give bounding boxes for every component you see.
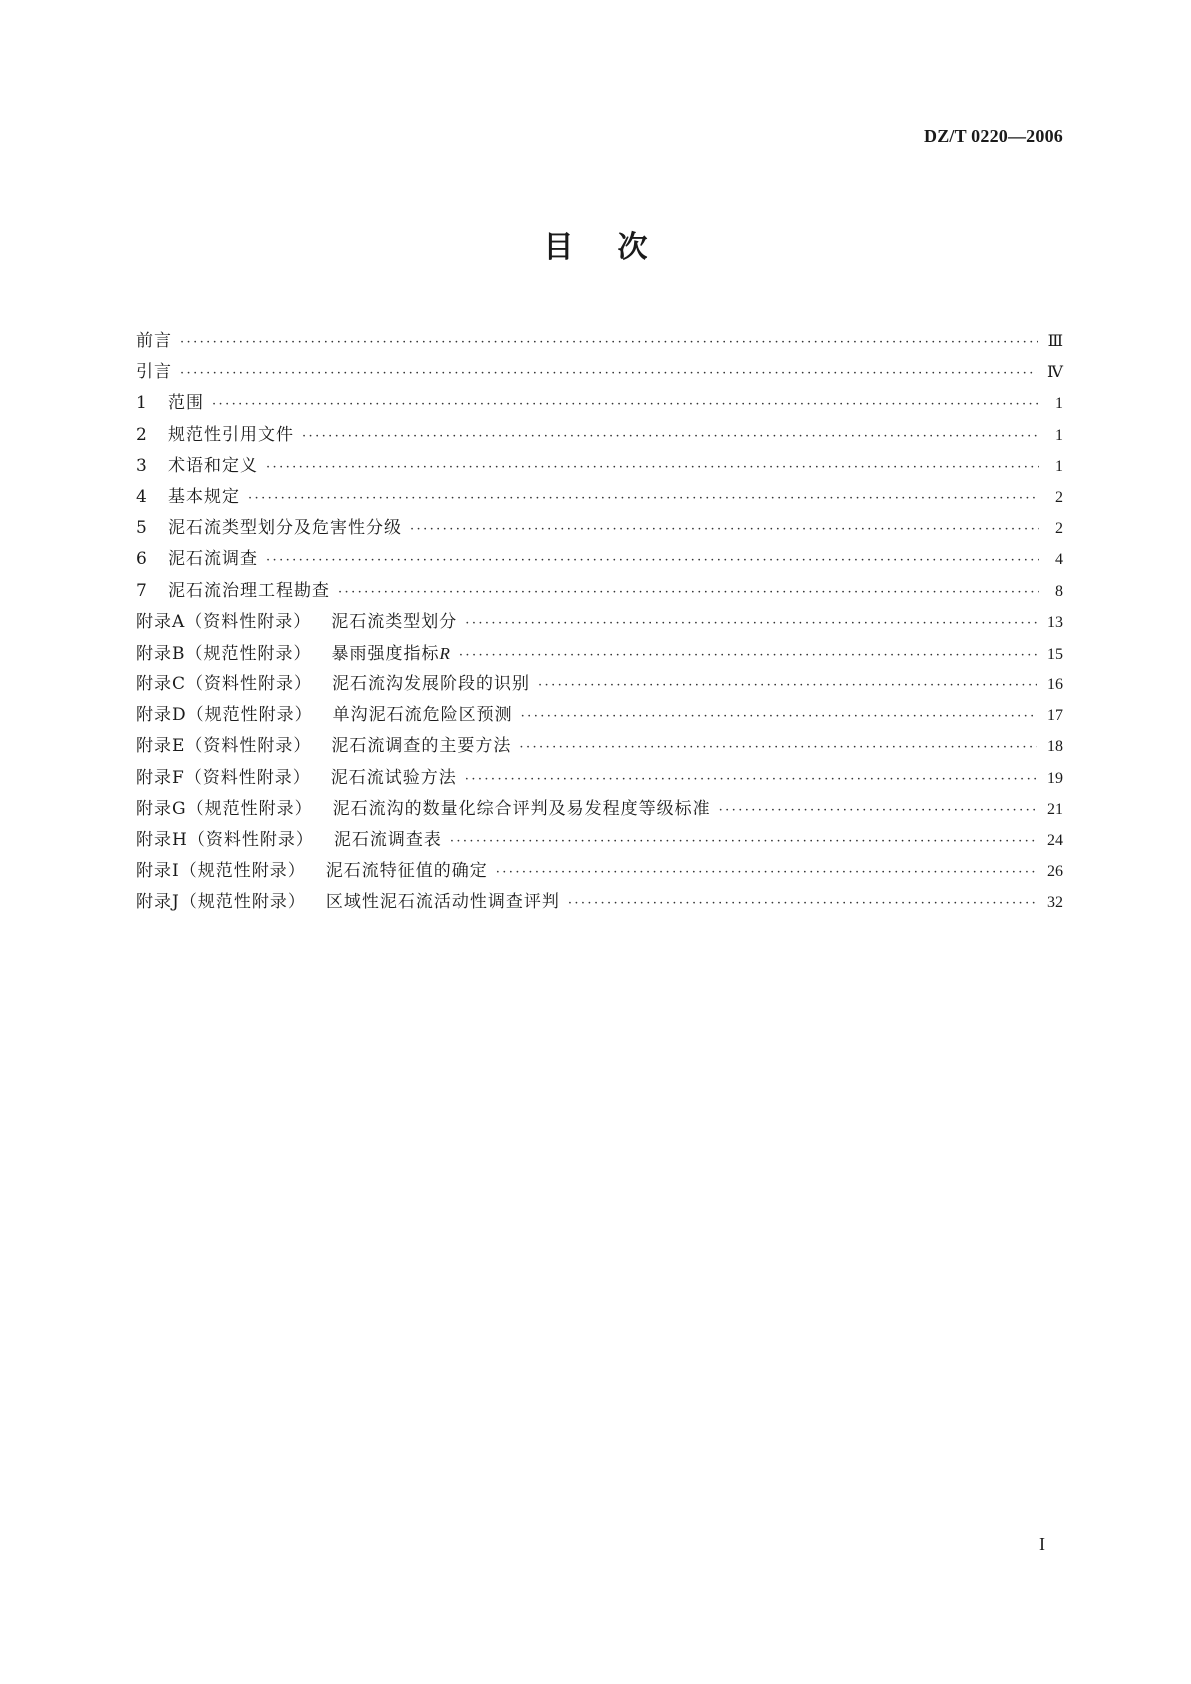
toc-entry-appendix-c[interactable]: [136, 669, 1063, 700]
dot-leader: [212, 389, 1039, 420]
toc-entry-label: 术语和定义: [168, 455, 258, 476]
toc-entry-prefix: 附录C（资料性附录）: [136, 674, 313, 695]
dot-leader: [450, 826, 1037, 857]
toc-page-number: 32: [1047, 894, 1063, 912]
toc-entry-prefix: 附录F（资料性附录）: [136, 767, 311, 788]
toc-entry-label: 区域性泥石流活动性调查评判: [325, 892, 560, 913]
toc-entry-section-2[interactable]: [136, 420, 1063, 451]
toc-entry-section-4[interactable]: [136, 482, 1063, 513]
toc-entry-appendix-d[interactable]: [136, 700, 1063, 731]
toc-page-number: 26: [1047, 863, 1063, 881]
toc-entry-appendix-a[interactable]: [136, 607, 1063, 638]
dot-leader: [521, 701, 1037, 732]
dot-leader: [180, 327, 1038, 358]
toc-entry-number: 1: [136, 393, 147, 414]
toc-entry-label: 暴雨强度指标: [331, 643, 440, 664]
toc-page-number: Ⅳ: [1047, 364, 1063, 382]
toc-entry-number: 2: [136, 424, 147, 445]
toc-entry-section-1[interactable]: [136, 388, 1063, 419]
toc-entry-number: 3: [136, 455, 147, 476]
toc-page-number: 4: [1055, 551, 1063, 569]
toc-entry-section-5[interactable]: [136, 513, 1063, 544]
toc-entry-label: 泥石流特征值的确定: [325, 861, 488, 882]
toc-entry-number: 5: [136, 518, 147, 539]
dot-leader: [459, 640, 1037, 671]
toc-entry-symbol: R: [439, 643, 451, 663]
toc-entry-label: 引言: [136, 362, 172, 383]
toc-entry-label: 泥石流类型划分及危害性分级: [168, 518, 402, 539]
toc-entry-prefix: 附录G（规范性附录）: [136, 798, 313, 819]
toc-entry-label: 单沟泥石流危险区预测: [332, 705, 513, 726]
dot-leader: [465, 764, 1037, 795]
toc-entry-number: 6: [136, 549, 147, 570]
standard-code: DZ/T 0220—2006: [924, 126, 1063, 146]
toc-entry-prefix: 附录A（资料性附录）: [136, 611, 312, 632]
dot-leader: [538, 670, 1037, 701]
toc-entry-prefix: 附录J（规范性附录）: [136, 892, 306, 913]
toc-entry-prefix: 附录I（规范性附录）: [136, 861, 306, 882]
toc-entry-introduction[interactable]: [136, 357, 1063, 388]
dot-leader: [568, 888, 1037, 919]
toc-entry-label: 泥石流试验方法: [330, 767, 457, 788]
toc-entry-number: 4: [136, 486, 147, 507]
dot-leader: [496, 857, 1037, 888]
toc-page-number: 1: [1055, 457, 1063, 475]
toc-entry-section-7[interactable]: [136, 576, 1063, 607]
toc-entry-appendix-f[interactable]: [136, 763, 1063, 794]
toc-entry-label: 泥石流类型划分: [331, 611, 458, 632]
toc-page-number: 16: [1047, 676, 1063, 694]
toc-entry-label: 泥石流调查表: [333, 830, 442, 850]
toc-page-number: 13: [1047, 613, 1063, 631]
page-title-char-1: 目: [543, 230, 574, 265]
toc-entry-section-3[interactable]: [136, 451, 1063, 482]
toc-entry-appendix-g[interactable]: [136, 794, 1063, 825]
toc-page-number: 21: [1047, 800, 1063, 818]
toc-entry-label: 泥石流调查: [168, 549, 258, 570]
toc-page-number: 15: [1047, 645, 1063, 663]
toc-entry-prefix: 附录E（资料性附录）: [136, 736, 312, 757]
toc-entry-label: 规范性引用文件: [168, 424, 294, 445]
page-title: [0, 228, 1191, 268]
toc-entry-prefix: 附录D（规范性附录）: [136, 705, 313, 726]
dot-leader: [180, 358, 1037, 389]
toc-entry-appendix-h[interactable]: [136, 825, 1063, 856]
dot-leader: [302, 421, 1039, 452]
toc-entry-appendix-e[interactable]: [136, 731, 1063, 762]
toc-entry-appendix-j[interactable]: [136, 887, 1063, 918]
page-number: I: [1039, 1534, 1045, 1554]
toc-entry-appendix-i[interactable]: [136, 856, 1063, 887]
toc-entry-label: 范围: [168, 393, 204, 414]
toc-entry-prefix: 附录H（资料性附录）: [136, 830, 314, 850]
toc-entry-foreword[interactable]: [136, 326, 1063, 357]
toc-page-number: 1: [1055, 426, 1063, 444]
dot-leader: [248, 483, 1039, 514]
dot-leader: [266, 452, 1039, 483]
toc-entry-label: 泥石流调查的主要方法: [331, 736, 512, 757]
dot-leader: [410, 514, 1039, 545]
toc-entry-prefix: 附录B（规范性附录）: [136, 643, 312, 664]
toc-page-number: 19: [1047, 769, 1063, 787]
toc-page-number: 2: [1055, 488, 1063, 506]
page-title-char-2: 次: [617, 230, 648, 265]
toc-entry-label: 泥石流治理工程勘查: [168, 580, 330, 601]
toc-entry-number: 7: [136, 580, 147, 601]
toc-page-number: 2: [1055, 520, 1063, 538]
toc-entry-appendix-b[interactable]: [136, 638, 1063, 669]
toc-page-number: 8: [1055, 582, 1063, 600]
toc-entry-label: 基本规定: [168, 486, 240, 507]
dot-leader: [519, 732, 1037, 763]
toc-entry-label: 泥石流沟发展阶段的识别: [332, 674, 531, 695]
toc-page-number: 24: [1047, 832, 1063, 849]
dot-leader: [266, 545, 1039, 576]
toc-page-number: Ⅲ: [1047, 333, 1063, 350]
table-of-contents: [136, 326, 1063, 919]
toc-entry-label: 泥石流沟的数量化综合评判及易发程度等级标准: [332, 798, 711, 819]
toc-page-number: 17: [1047, 707, 1063, 725]
toc-page-number: 18: [1047, 738, 1063, 756]
dot-leader: [719, 795, 1037, 826]
dot-leader: [338, 577, 1039, 608]
toc-page-number: 1: [1055, 395, 1063, 413]
toc-entry-section-6[interactable]: [136, 544, 1063, 575]
toc-entry-label: 前言: [136, 331, 172, 351]
dot-leader: [465, 608, 1037, 639]
